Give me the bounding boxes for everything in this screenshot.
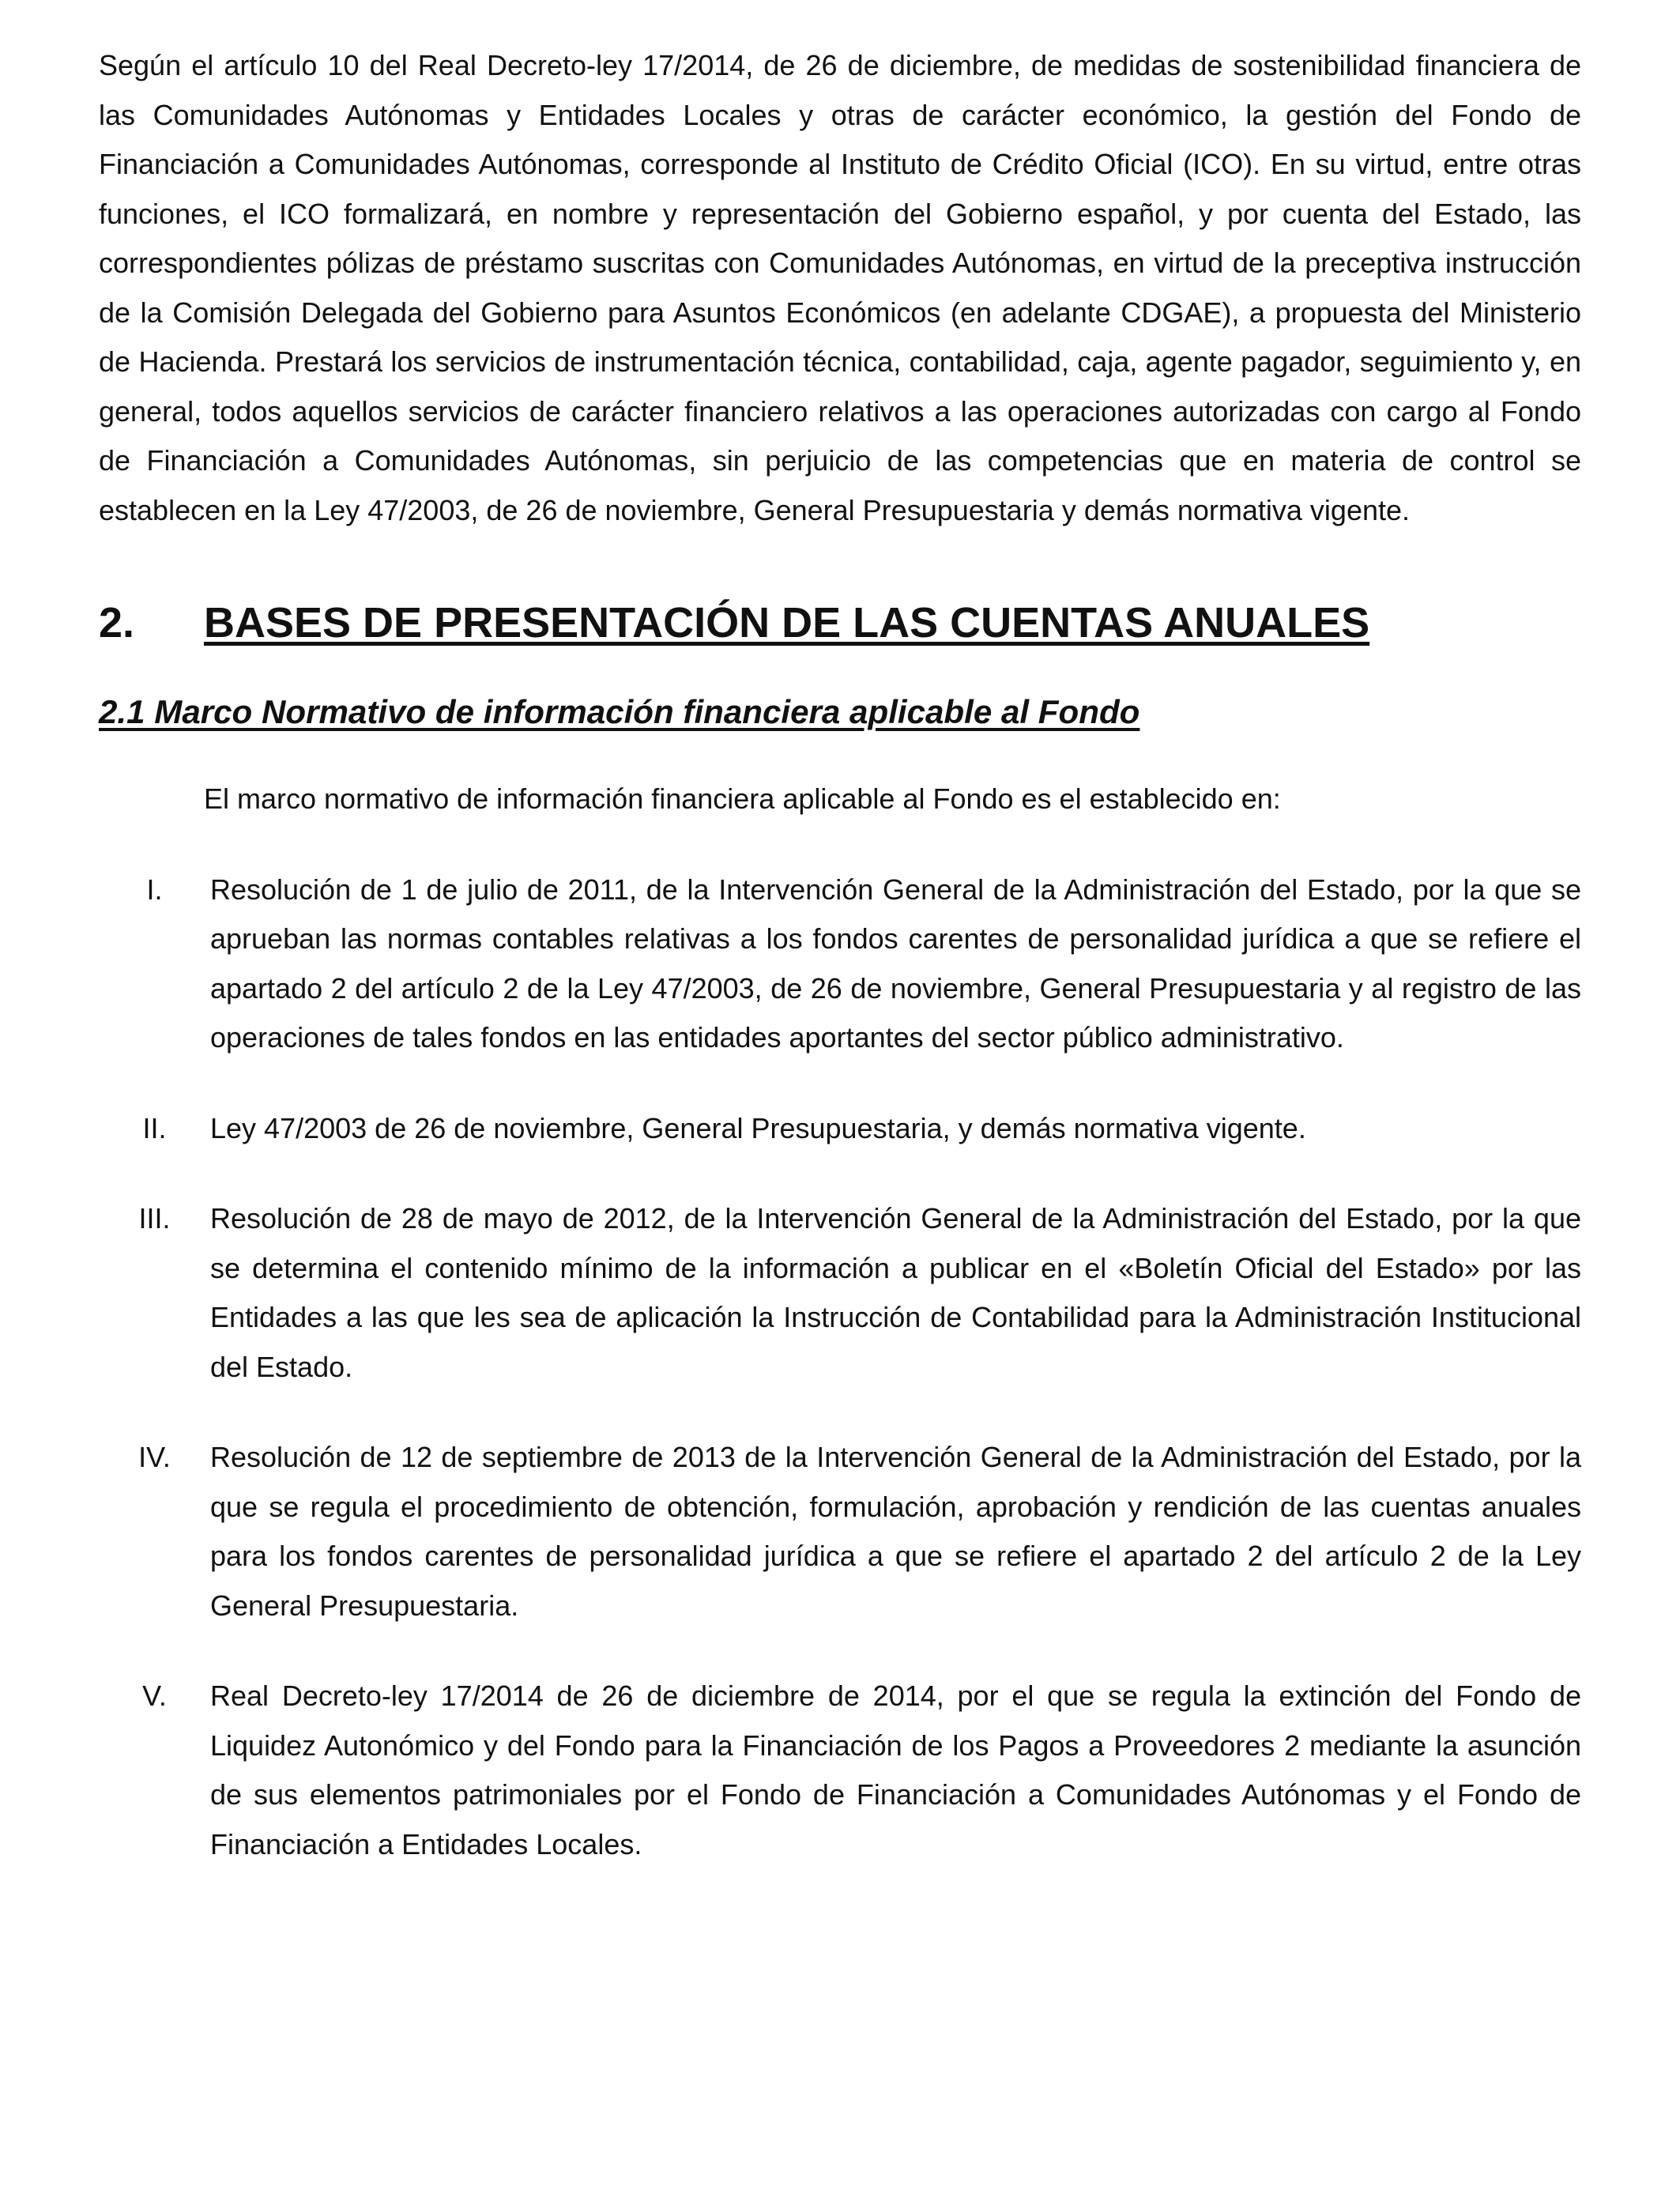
list-item	[99, 1672, 1581, 1869]
list-item-text: Real Decreto-ley 17/2014 de 26 de diciembre de 2014, por el que se regula la extinción del Fondo de Liquidez Autonómico y del Fondo para la Financiación de los Pagos a Proveedores 2 mediante la asunción de sus elementos patrimoniales por el Fondo de Financiación a Comunidades Autónomas y el Fondo de Financiación a Entidades Locales.	[210, 1679, 1581, 1860]
subsection-intro: El marco normativo de información financiera aplicable al Fondo es el establecido en:	[204, 782, 1281, 815]
list-item	[99, 1433, 1581, 1630]
section-title: BASES DE PRESENTACIÓN DE LAS CUENTAS ANUALES	[204, 599, 1370, 647]
regulation-list	[99, 865, 1581, 1870]
list-item-numeral: III.	[138, 1202, 171, 1235]
list-item	[99, 1104, 1581, 1154]
list-item	[99, 1194, 1581, 1392]
section-heading	[99, 598, 1581, 648]
subsection-title: 2.1 Marco Normativo de información financiera aplicable al Fondo	[99, 692, 1140, 730]
list-item-text: Resolución de 1 de julio de 2011, de la Intervención General de la Administración del Estado, por la que se aprueban las normas contables relativas a los fondos carentes de personalidad jurídica a que se refiere el apartado 2 del artículo 2 de la Ley 47/2003, de 26 de noviembre, General Presupuestaria y al registro de las operaciones de tales fondos en las entidades aportantes del sector público administrativo.	[210, 873, 1581, 1054]
document-page	[99, 41, 1581, 1869]
intro-paragraph: Según el artículo 10 del Real Decreto-ley 17/2014, de 26 de diciembre, de medidas de sostenibilidad financiera de las Comunidades Autónomas y Entidades Locales y otras de carácter económico, la gestión del Fondo de Financiación a Comunidades Autónomas, corresponde al Instituto de Crédito Oficial (ICO). En su virtud, entre otras funciones, el ICO formalizará, en nombre y representación del Gobierno español, y por cuenta del Estado, las correspondientes pólizas de préstamo suscritas con Comunidades Autónomas, en virtud de la preceptiva instrucción de la Comisión Delegada del Gobierno para Asuntos Económicos (en adelante CDGAE), a propuesta del Ministerio de Hacienda. Prestará los servicios de instrumentación técnica, contabilidad, caja, agente pagador, seguimiento y, en general, todos aquellos servicios de carácter financiero relativos a las operaciones autorizadas con cargo al Fondo de Financiación a Comunidades Autónomas, sin perjuicio de las competencias que en materia de control se establecen en la Ley 47/2003, de 26 de noviembre, General Presupuestaria y demás normativa vigente.	[99, 49, 1581, 526]
list-item-text: Resolución de 12 de septiembre de 2013 de la Intervención General de la Administración del Estado, por la que se regula el procedimiento de obtención, formulación, aprobación y rendición de las cuentas anuales para los fondos carentes de personalidad jurídica a que se refiere el apartado 2 del artículo 2 de la Ley General Presupuestaria.	[210, 1441, 1581, 1622]
list-item-numeral: I.	[146, 873, 163, 906]
section-number: 2.	[99, 599, 135, 647]
list-item-numeral: V.	[142, 1679, 167, 1712]
list-item-numeral: IV.	[138, 1441, 171, 1473]
list-item	[99, 865, 1581, 1063]
list-item-text: Ley 47/2003 de 26 de noviembre, General Presupuestaria, y demás normativa vigente.	[210, 1111, 1306, 1144]
list-item-numeral: II.	[142, 1111, 167, 1144]
list-item-text: Resolución de 28 de mayo de 2012, de la Intervención General de la Administración del Estado, por la que se determina el contenido mínimo de la información a publicar en el «Boletín Oficial del Estado» por las Entidades a las que les sea de aplicación la Instrucción de Contabilidad para la Administración Institucional del Estado.	[210, 1202, 1581, 1383]
